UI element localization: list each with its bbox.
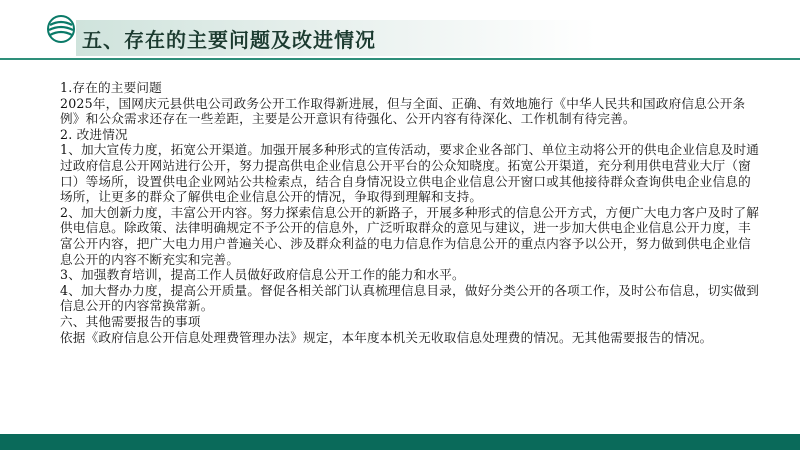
slide-title: 五、存在的主要问题及改进情况 [82,28,376,52]
body-paragraph: 依据《政府信息公开信息处理费管理办法》规定，本年度本机关无收取信息处理费的情况。无其他需要报告的情况。 [60,329,713,345]
title-bar [76,20,596,56]
body-paragraph: 1、加大宣传力度，拓宽公开渠道。加强开展多种形式的宣传活动，要求企业各部门、单位主动将公开的供电企业信息及时通过政府信息公开网站进行公开，努力提高供电企业信息公开平台的公众知晓度。拓宽公开渠道，充分利用供电营业大厅（窗口）等场所，设置供电企业网站公共检索点，结合自身情况设立供电企业信息公开窗口或其他接待群众查询供电企业信息的场所，让更多的群众了解供电企业信息公开的情况，争取得到理解和支持。 [60,142,760,205]
slide-header [0,0,800,66]
body-paragraph: 3、加强教育培训，提高工作人员做好政府信息公开工作的能力和水平。 [60,267,465,283]
state-grid-logo-icon [46,13,76,45]
body-paragraph: 2、加大创新力度，丰富公开内容。努力探索信息公开的新路子，开展多种形式的信息公开方式，方便广大电力客户及时了解供电信息。除政策、法律明确规定不予公开的信息外，广泛听取群众的意见与建议，进一步加大供电企业信息公开力度，丰富公开内容，把广大电力用户普遍关心、涉及群众利益的电力信息作为信息公开的重点内容予以公开，努力做到供电企业信息公开的内容不断充实和完善。 [60,204,760,267]
footer-bar [0,436,800,450]
body-paragraph: 2025年，国网庆元县供电公司政务公开工作取得新进展，但与全面、正确、有效地施行《中华人民共和国政府信息公开条例》和公众需求还存在一些差距，主要是公开意识有待强化、公开内容有待深化、工作机制有待完善。 [60,95,746,127]
section-heading: 2. 改进情况 [60,126,128,142]
slide-body [60,80,760,345]
body-paragraph: 4、加大督办力度，提高公开质量。督促各相关部门认真梳理信息目录，做好分类公开的各项工作，及时公布信息，切实做到信息公开的内容常换常新。 [60,282,760,314]
header-rule [0,58,800,60]
section-heading: 1.存在的主要问题 [60,80,162,95]
section-heading: 六、其他需要报告的事项 [60,313,201,329]
